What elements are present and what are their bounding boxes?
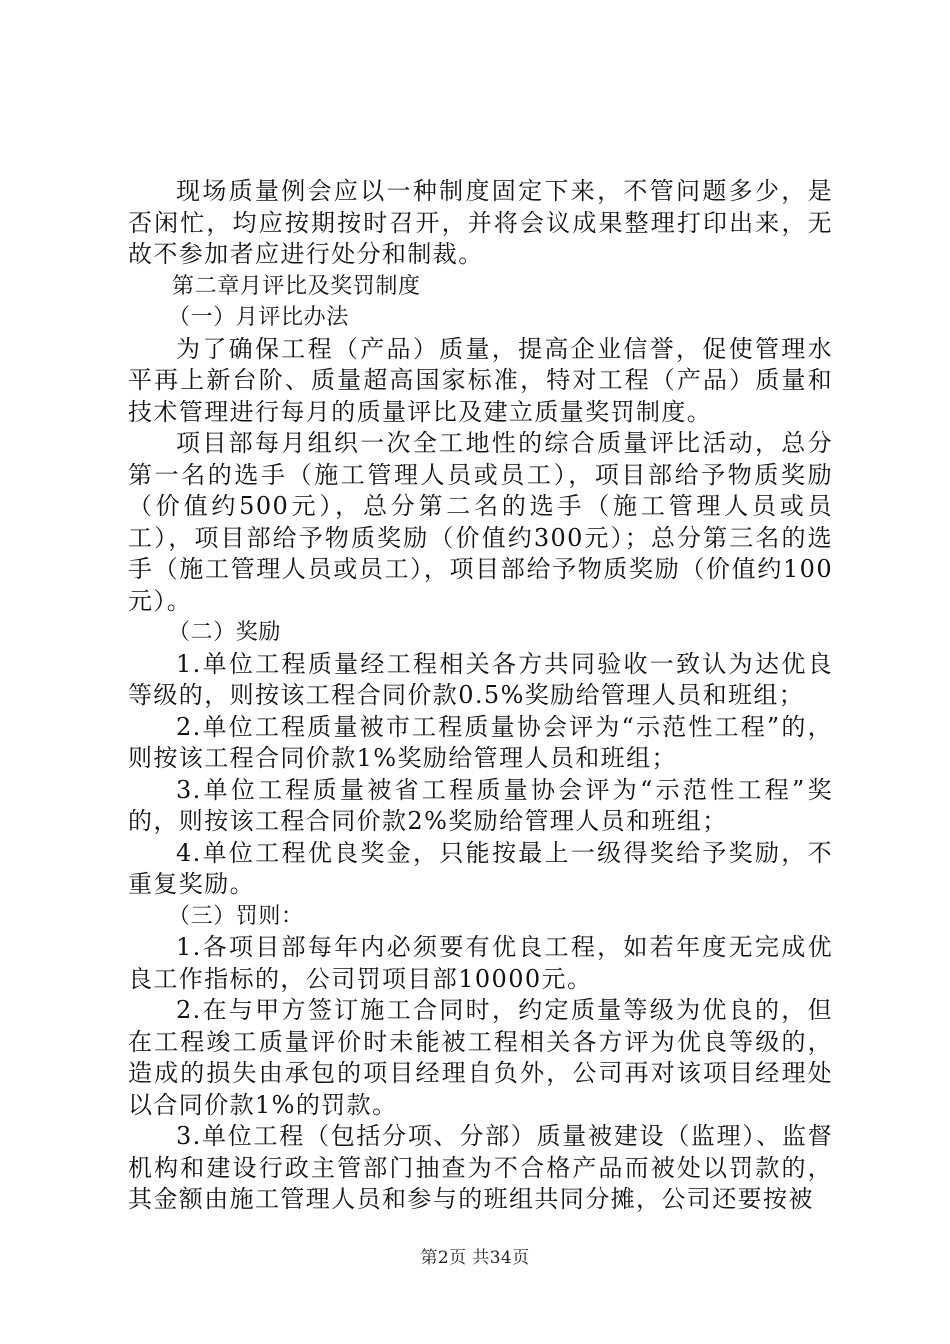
page-number-footer: 第2页 共34页 xyxy=(420,1248,530,1268)
penalty-item-1: 1.各项目部每年内必须要有优良工程，如若年度无完成优良工作指标的，公司罚项目部10000元。 xyxy=(128,933,833,993)
document-body xyxy=(128,176,833,1216)
reward-item-2: 2.单位工程质量被市工程质量协会评为“示范性工程”的，则按该工程合同价款1%奖励给管理人员和班组； xyxy=(128,712,833,772)
paragraph-purpose: 为了确保工程（产品）质量，提高企业信誉，促使管理水平再上新台阶、质量超高国家标准，特对工程（产品）质量和技术管理进行每月的质量评比及建立质量奖罚制度。 xyxy=(128,334,833,426)
section-heading-rewards: （二）奖励 xyxy=(168,620,282,645)
reward-item-1: 1.单位工程质量经工程相关各方共同验收一致认为达优良等级的，则按该工程合同价款0.5%奖励给管理人员和班组； xyxy=(128,649,833,709)
paragraph-monthly-awards: 项目部每月组织一次全工地性的综合质量评比活动，总分第一名的选手（施工管理人员或员工），项目部给予物质奖励（价值约500元），总分第二名的选手（施工管理人员或员工），项目部给予物质奖励（价值约300元）；总分第三名的选手（施工管理人员或员工），项目部给予物质奖励（价值约100元）。 xyxy=(128,429,833,615)
section-heading-monthly-evaluation: （一）月评比办法 xyxy=(168,305,349,330)
paragraph-meeting-rule: 现场质量例会应以一种制度固定下来，不管问题多少，是否闲忙，均应按期按时召开，并将会议成果整理打印出来，无故不参加者应进行处分和制裁。 xyxy=(128,177,833,268)
penalty-item-2: 2.在与甲方签订施工合同时，约定质量等级为优良的，但在工程竣工质量评价时未能被工程相关各方评为优良等级的，造成的损失由承包的项目经理自负外，公司再对该项目经理处以合同价款1%的罚款。 xyxy=(128,996,833,1119)
penalty-item-3: 3.单位工程（包括分项、分部）质量被建设（监理）、监督机构和建设行政主管部门抽查为不合格产品而被处以罚款的，其金额由施工管理人员和参与的班组共同分摊，公司还要按被 xyxy=(128,1122,833,1213)
reward-item-4: 4.单位工程优良奖金，只能按最上一级得奖给予奖励，不重复奖励。 xyxy=(128,838,833,898)
reward-item-3: 3.单位工程质量被省工程质量协会评为“示范性工程”奖的，则按该工程合同价款2%奖励给管理人员和班组； xyxy=(128,775,833,835)
section-heading-penalties: （三）罚则： xyxy=(168,903,304,929)
chapter-heading: 第二章月评比及奖罚制度 xyxy=(172,273,421,299)
